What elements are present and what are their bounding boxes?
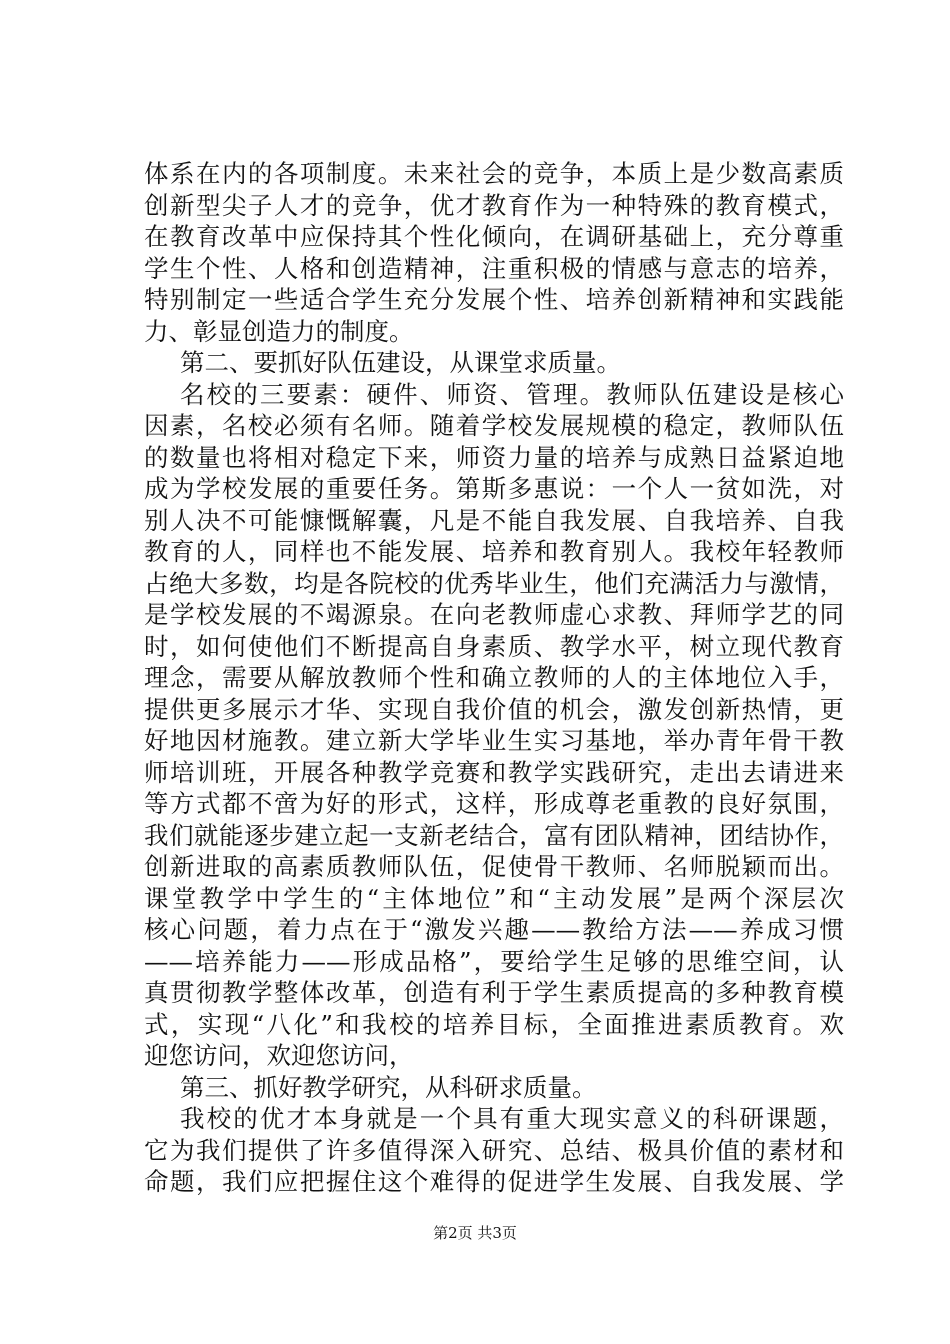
page-number-label: 第2页 共3页 bbox=[433, 1224, 517, 1242]
text-line: 理念，需要从解放教师个性和确立教师的人的主体地位入手， bbox=[144, 663, 844, 692]
text-line: 等方式都不啻为好的形式，这样，形成尊老重教的良好氛围， bbox=[144, 789, 844, 818]
text-line: 迎您访问，欢迎您访问， bbox=[144, 1041, 414, 1070]
text-line: 占绝大多数，均是各院校的优秀毕业生，他们充满活力与激情， bbox=[144, 568, 844, 598]
text-line: 体系在内的各项制度。未来社会的竞争，本质上是少数高素质 bbox=[144, 159, 844, 188]
text-line: 我们就能逐步建立起一支新老结合，富有团队精神，团结协作， bbox=[144, 820, 844, 850]
text-line: 成为学校发展的重要任务。第斯多惠说：一个人一贫如洗，对 bbox=[144, 474, 844, 503]
text-line: 学生个性、人格和创造精神，注重积极的情感与意志的培养， bbox=[144, 253, 844, 283]
text-line: 时，如何使他们不断提高自身素质、教学水平，树立现代教育 bbox=[144, 631, 844, 661]
text-line: 我校的优才本身就是一个具有重大现实意义的科研课题， bbox=[180, 1104, 844, 1133]
text-line: 特别制定一些适合学生充分发展个性、培养创新精神和实践能 bbox=[144, 285, 844, 314]
text-line: 命题，我们应把握住这个难得的促进学生发展、自我发展、学 bbox=[144, 1167, 844, 1196]
text-line: 第二、要抓好队伍建设，从课堂求质量。 bbox=[180, 348, 621, 377]
document-body bbox=[144, 158, 844, 1198]
text-line: 提供更多展示才华、实现自我价值的机会，激发创新热情，更 bbox=[144, 694, 844, 724]
text-line: 的数量也将相对稳定下来，师资力量的培养与成熟日益紧迫地 bbox=[144, 442, 844, 472]
text-line: 真贯彻教学整体改革，创造有利于学生素质提高的多种教育模 bbox=[144, 978, 844, 1007]
text-line: 别人决不可能慷慨解囊，凡是不能自我发展、自我培养、自我 bbox=[144, 505, 844, 535]
text-line: 第三、抓好教学研究，从科研求质量。 bbox=[180, 1072, 597, 1102]
text-line: 创新型尖子人才的竞争，优才教育作为一种特殊的教育模式， bbox=[144, 190, 844, 220]
text-line: 式，实现“八化”和我校的培养目标，全面推进素质教育。欢 bbox=[144, 1009, 844, 1039]
text-line: 名校的三要素：硬件、师资、管理。教师队伍建设是核心 bbox=[180, 379, 844, 409]
text-line: ——培养能力——形成品格”，要给学生足够的思维空间，认 bbox=[144, 946, 844, 976]
text-line: 创新进取的高素质教师队伍，促使骨干教师、名师脱颖而出。 bbox=[144, 852, 844, 881]
page-footer bbox=[0, 1222, 950, 1243]
text-line: 力、彰显创造力的制度。 bbox=[144, 316, 414, 346]
text-line: 课堂教学中学生的“主体地位”和“主动发展”是两个深层次 bbox=[144, 883, 844, 913]
text-line: 核心问题，着力点在于“激发兴趣——教给方法——养成习惯 bbox=[144, 915, 844, 944]
text-line: 在教育改革中应保持其个性化倾向，在调研基础上，充分尊重 bbox=[144, 222, 844, 251]
text-line: 师培训班，开展各种教学竞赛和教学实践研究，走出去请进来 bbox=[144, 757, 844, 787]
text-line: 它为我们提供了许多值得深入研究、总结、极具价值的素材和 bbox=[144, 1135, 844, 1165]
text-line: 因素，名校必须有名师。随着学校发展规模的稳定，教师队伍 bbox=[144, 411, 844, 440]
text-line: 教育的人，同样也不能发展、培养和教育别人。我校年轻教师 bbox=[144, 537, 844, 566]
text-line: 好地因材施教。建立新大学毕业生实习基地，举办青年骨干教 bbox=[144, 726, 844, 755]
text-line: 是学校发展的不竭源泉。在向老教师虚心求教、拜师学艺的同 bbox=[144, 600, 844, 629]
